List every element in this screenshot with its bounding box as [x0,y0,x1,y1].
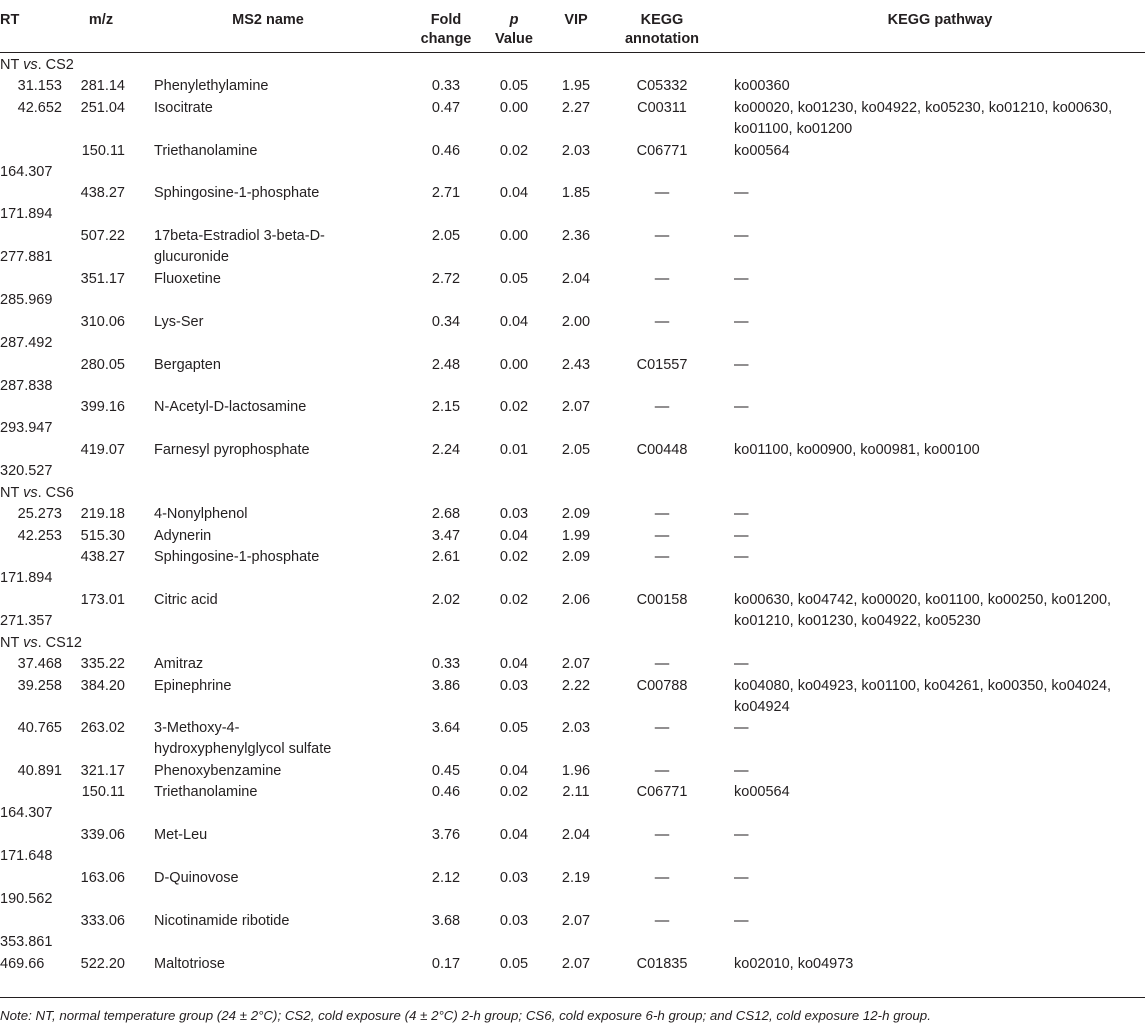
ms2-name-cell: Farnesyl pyrophosphate [154,442,310,459]
fold-change-cell: 2.05 [431,228,461,245]
mz-cell: 219.18 [80,506,125,523]
table-row [0,952,1145,973]
table-row [0,909,1145,952]
ms2-name-cell: Phenoxybenzamine [154,763,282,780]
table-row [0,524,1145,545]
table-row [0,438,1145,481]
rt-cell: 353.861 [0,933,53,950]
kegg-pathway-cell: — [734,827,749,844]
fold-change-cell: 2.15 [431,399,461,416]
p-value-cell: 0.03 [499,506,529,523]
p-value-cell: 0.02 [499,142,529,159]
p-value-cell: 0.05 [499,78,529,95]
rt-cell: 164.307 [0,163,53,180]
rt-cell: 171.648 [0,848,53,865]
rt-cell: 285.969 [0,291,53,308]
ms2-name-cell: 17beta-Estradiol 3-beta-D-glucuronide [154,228,325,266]
table-header [0,0,1145,53]
vip-cell: 2.00 [561,313,591,330]
mz-cell: 173.01 [80,591,125,608]
ms2-name-cell: Lys-Ser [154,313,204,330]
vip-cell: 2.43 [561,356,591,373]
ms2-name-cell: Isocitrate [154,99,213,116]
mz-cell: 310.06 [80,313,125,330]
kegg-pathway-cell: — [734,912,749,929]
table-row [0,502,1145,523]
group-label-b: . CS12 [37,634,82,651]
kegg-annotation-cell: — [654,506,670,523]
kegg-annotation-cell: — [654,870,670,887]
mz-cell: 263.02 [80,720,125,737]
vip-cell: 1.95 [561,78,591,95]
p-value-cell: 0.03 [499,912,529,929]
group-header-row [0,53,1145,74]
p-value-cell: 0.04 [499,763,529,780]
kegg-pathway-cell: — [734,549,749,566]
mz-cell: 507.22 [80,228,125,245]
rt-cell: 171.894 [0,570,53,587]
p-value-cell: 0.05 [499,270,529,287]
fold-change-cell: 0.47 [431,99,461,116]
kegg-annotation-cell: C05332 [636,78,688,95]
vip-cell: 1.99 [561,527,591,544]
fold-change-cell: 2.48 [431,356,461,373]
fold-change-cell: 0.46 [431,784,461,801]
kegg-pathway-cell: — [734,870,749,887]
mz-cell: 321.17 [80,763,125,780]
rt-cell: 40.765 [17,720,62,737]
kegg-pathway-cell: ko02010, ko04973 [734,955,854,972]
p-value-cell: 0.04 [499,827,529,844]
header-fold-line2: change [420,31,472,47]
mz-cell: 351.17 [80,270,125,287]
mz-cell: 438.27 [80,549,125,566]
rt-cell: 37.468 [17,656,62,673]
vip-cell: 2.36 [561,228,591,245]
fold-change-cell: 2.61 [431,549,461,566]
p-value-cell: 0.01 [499,442,529,459]
vip-cell: 2.19 [561,870,591,887]
group-label-b: . CS2 [37,57,74,73]
ms2-name-cell: Maltotriose [154,955,225,972]
rt-cell: 171.894 [0,206,53,223]
kegg-pathway-cell: — [734,506,749,523]
table-row [0,139,1145,182]
group-label-vs: vs [23,634,38,651]
p-value-cell: 0.02 [499,784,529,801]
fold-change-cell: 3.76 [431,827,461,844]
fold-change-cell: 2.12 [431,870,461,887]
ms2-name-cell: Epinephrine [154,677,232,694]
rt-cell: 287.492 [0,334,53,351]
header-p-line1: p [509,12,519,28]
ms2-name-cell: Met-Leu [154,827,208,844]
table-note: Note: NT, normal temperature group (24 ± 2°C); CS2, cold exposure (4 ± 2°C) 2-h group; CS6, cold exposure 6-h group; and CS12, cold exposure 12-h group. [0,1008,931,1023]
table-row [0,759,1145,780]
rt-cell: 31.153 [17,78,62,95]
vip-cell: 2.27 [561,99,591,116]
group-label-vs: vs [23,484,38,501]
p-value-cell: 0.04 [499,185,529,202]
kegg-pathway-cell: — [734,185,749,202]
group-label-b: . CS6 [37,484,74,501]
kegg-pathway-cell: ko01100, ko00900, ko00981, ko00100 [734,442,980,459]
table-row [0,74,1145,95]
mz-cell: 333.06 [80,912,125,929]
mz-cell: 150.11 [81,142,125,159]
ms2-name-cell: 3-Methoxy-4-hydroxyphenylglycol sulfate [154,720,332,758]
p-value-cell: 0.00 [499,99,529,116]
kegg-pathway-cell: ko00630, ko04742, ko00020, ko01100, ko00250, ko01200, ko01210, ko01230, ko04922, ko05230 [734,591,1112,629]
vip-cell: 2.07 [561,955,591,972]
group-label-a: NT [0,634,24,651]
kegg-annotation-cell: — [654,270,670,287]
rt-cell: 320.527 [0,463,53,480]
table-row [0,545,1145,588]
kegg-pathway-cell: — [734,228,749,245]
header-rt: RT [0,12,20,28]
fold-change-cell: 0.45 [431,763,461,780]
kegg-pathway-cell: ko00564 [734,142,790,159]
rt-cell: 164.307 [0,805,53,822]
ms2-name-cell: 4-Nonylphenol [154,506,248,523]
header-kegg-line2: annotation [624,31,700,47]
kegg-pathway-cell: — [734,399,749,416]
mz-cell: 251.04 [80,99,125,116]
group-label [0,483,74,504]
header-mz: m/z [88,12,114,28]
vip-cell: 1.85 [561,185,591,202]
fold-change-cell: 2.68 [431,506,461,523]
kegg-annotation-cell: — [654,313,670,330]
header-fold-change [410,11,482,49]
mz-cell: 281.14 [80,78,125,95]
vip-cell: 2.03 [561,720,591,737]
fold-change-cell: 3.68 [431,912,461,929]
p-value-cell: 0.02 [499,399,529,416]
vip-cell: 2.05 [561,442,591,459]
vip-cell: 2.04 [561,270,591,287]
kegg-pathway-cell: — [734,527,749,544]
mz-cell: 335.22 [80,656,125,673]
mz-cell: 339.06 [80,827,125,844]
vip-cell: 2.06 [561,591,591,608]
ms2-name-cell: Sphingosine-1-phosphate [154,185,320,202]
mz-cell: 419.07 [80,442,125,459]
fold-change-cell: 2.24 [431,442,461,459]
vip-cell: 2.07 [561,656,591,673]
group-label [0,55,74,76]
table-row [0,652,1145,673]
table-row [0,588,1145,631]
kegg-annotation-cell: — [654,720,670,737]
ms2-name-cell: Triethanolamine [154,784,258,801]
kegg-pathway-cell: ko00564 [734,784,790,801]
kegg-pathway-cell: ko00360 [734,78,790,95]
vip-cell: 1.96 [561,763,591,780]
table-body [0,53,1145,973]
rt-cell: 190.562 [0,891,53,908]
vip-cell: 2.07 [561,399,591,416]
mz-cell: 438.27 [80,185,125,202]
kegg-pathway-cell: — [734,763,749,780]
fold-change-cell: 0.34 [431,313,461,330]
kegg-pathway-cell: — [734,270,749,287]
kegg-annotation-cell: — [654,527,670,544]
rt-cell: 42.253 [17,527,62,544]
ms2-name-cell: D-Quinovose [154,870,239,887]
p-value-cell: 0.03 [499,677,529,694]
p-value-cell: 0.02 [499,591,529,608]
table-row [0,267,1145,310]
kegg-annotation-cell: C00158 [636,591,688,608]
rt-cell: 40.891 [17,763,62,780]
table-row [0,716,1145,759]
ms2-name-cell: Fluoxetine [154,270,221,287]
ms2-name-cell: Nicotinamide ribotide [154,912,290,929]
kegg-annotation-cell: — [654,228,670,245]
ms2-name-cell: Phenylethylamine [154,78,269,95]
vip-cell: 2.22 [561,677,591,694]
kegg-annotation-cell: — [654,549,670,566]
bottom-rule [0,997,1145,998]
kegg-annotation-cell: — [654,399,670,416]
kegg-pathway-cell: — [734,656,749,673]
fold-change-cell: 2.71 [431,185,461,202]
table-row [0,823,1145,866]
kegg-pathway-cell: — [734,356,749,373]
header-p-value [484,11,544,49]
mz-cell: 522.20 [80,955,125,972]
header-fold-line1: Fold [430,12,462,28]
kegg-pathway-cell: ko04080, ko04923, ko01100, ko04261, ko00350, ko04024, ko04924 [734,677,1112,715]
kegg-annotation-cell: C01835 [636,955,688,972]
fold-change-cell: 2.02 [431,591,461,608]
table-row [0,353,1145,396]
group-label [0,633,82,654]
kegg-pathway-cell: — [734,720,749,737]
rt-cell: 25.273 [17,506,62,523]
fold-change-cell: 2.72 [431,270,461,287]
rt-cell: 469.66 [0,955,45,972]
vip-cell: 2.03 [561,142,591,159]
group-header-row [0,481,1145,502]
ms2-name-cell: Citric acid [154,591,218,608]
ms2-name-cell: Triethanolamine [154,142,258,159]
rt-cell: 271.357 [0,612,53,629]
kegg-annotation-cell: C01557 [636,356,688,373]
mz-cell: 163.06 [80,870,125,887]
kegg-annotation-cell: — [654,763,670,780]
kegg-annotation-cell: — [654,185,670,202]
table-row [0,181,1145,224]
kegg-annotation-cell: — [654,912,670,929]
table-row [0,674,1145,717]
ms2-name-cell: Sphingosine-1-phosphate [154,549,320,566]
header-vip: VIP [564,12,588,28]
kegg-annotation-cell: C00448 [636,442,688,459]
fold-change-cell: 0.17 [431,955,461,972]
p-value-cell: 0.02 [499,549,529,566]
table-row [0,395,1145,438]
vip-cell: 2.09 [561,549,591,566]
group-label-vs: vs [23,57,38,73]
header-kegg-line1: KEGG [640,12,684,28]
ms2-name-cell: Bergapten [154,356,221,373]
vip-cell: 2.09 [561,506,591,523]
vip-cell: 2.07 [561,912,591,929]
table-row [0,780,1145,823]
fold-change-cell: 3.86 [431,677,461,694]
kegg-annotation-cell: C00311 [637,99,687,116]
fold-change-cell: 0.33 [431,656,461,673]
rt-cell: 293.947 [0,420,53,437]
fold-change-cell: 3.47 [431,527,461,544]
kegg-annotation-cell: — [654,656,670,673]
mz-cell: 399.16 [80,399,125,416]
kegg-annotation-cell: C00788 [636,677,688,694]
ms2-name-cell: Amitraz [154,656,204,673]
table-row [0,310,1145,353]
kegg-pathway-cell: ko00020, ko01230, ko04922, ko05230, ko01210, ko00630, ko01100, ko01200 [734,99,1113,137]
rt-cell: 277.881 [0,249,53,266]
p-value-cell: 0.05 [499,955,529,972]
mz-cell: 280.05 [80,356,125,373]
p-value-cell: 0.00 [499,356,529,373]
fold-change-cell: 0.46 [431,142,461,159]
kegg-annotation-cell: — [654,827,670,844]
group-label-a: NT [0,484,24,501]
rt-cell: 39.258 [17,677,62,694]
fold-change-cell: 0.33 [431,78,461,95]
ms2-name-cell: Adynerin [154,527,212,544]
p-value-cell: 0.03 [499,870,529,887]
mz-cell: 515.30 [80,527,125,544]
rt-cell: 287.838 [0,377,53,394]
mz-cell: 150.11 [81,784,125,801]
header-kegg-pathway: KEGG pathway [887,12,993,28]
p-value-cell: 0.05 [499,720,529,737]
kegg-pathway-cell: — [734,313,749,330]
group-label-a: NT [0,57,24,73]
p-value-cell: 0.04 [499,527,529,544]
rt-cell: 42.652 [17,99,62,116]
vip-cell: 2.04 [561,827,591,844]
group-header-row [0,631,1145,652]
fold-change-cell: 3.64 [431,720,461,737]
table-row [0,96,1145,139]
header-kegg-annotation [615,11,709,49]
p-value-cell: 0.04 [499,656,529,673]
header-ms2-name: MS2 name [232,12,304,28]
ms2-name-cell: N-Acetyl-D-lactosamine [154,399,307,416]
kegg-annotation-cell: C06771 [636,142,688,159]
table-row [0,866,1145,909]
p-value-cell: 0.00 [499,228,529,245]
mz-cell: 384.20 [80,677,125,694]
vip-cell: 2.11 [562,784,590,801]
header-p-line2: Value [495,31,533,47]
p-value-cell: 0.04 [499,313,529,330]
table-row [0,224,1145,267]
kegg-annotation-cell: C06771 [636,784,688,801]
